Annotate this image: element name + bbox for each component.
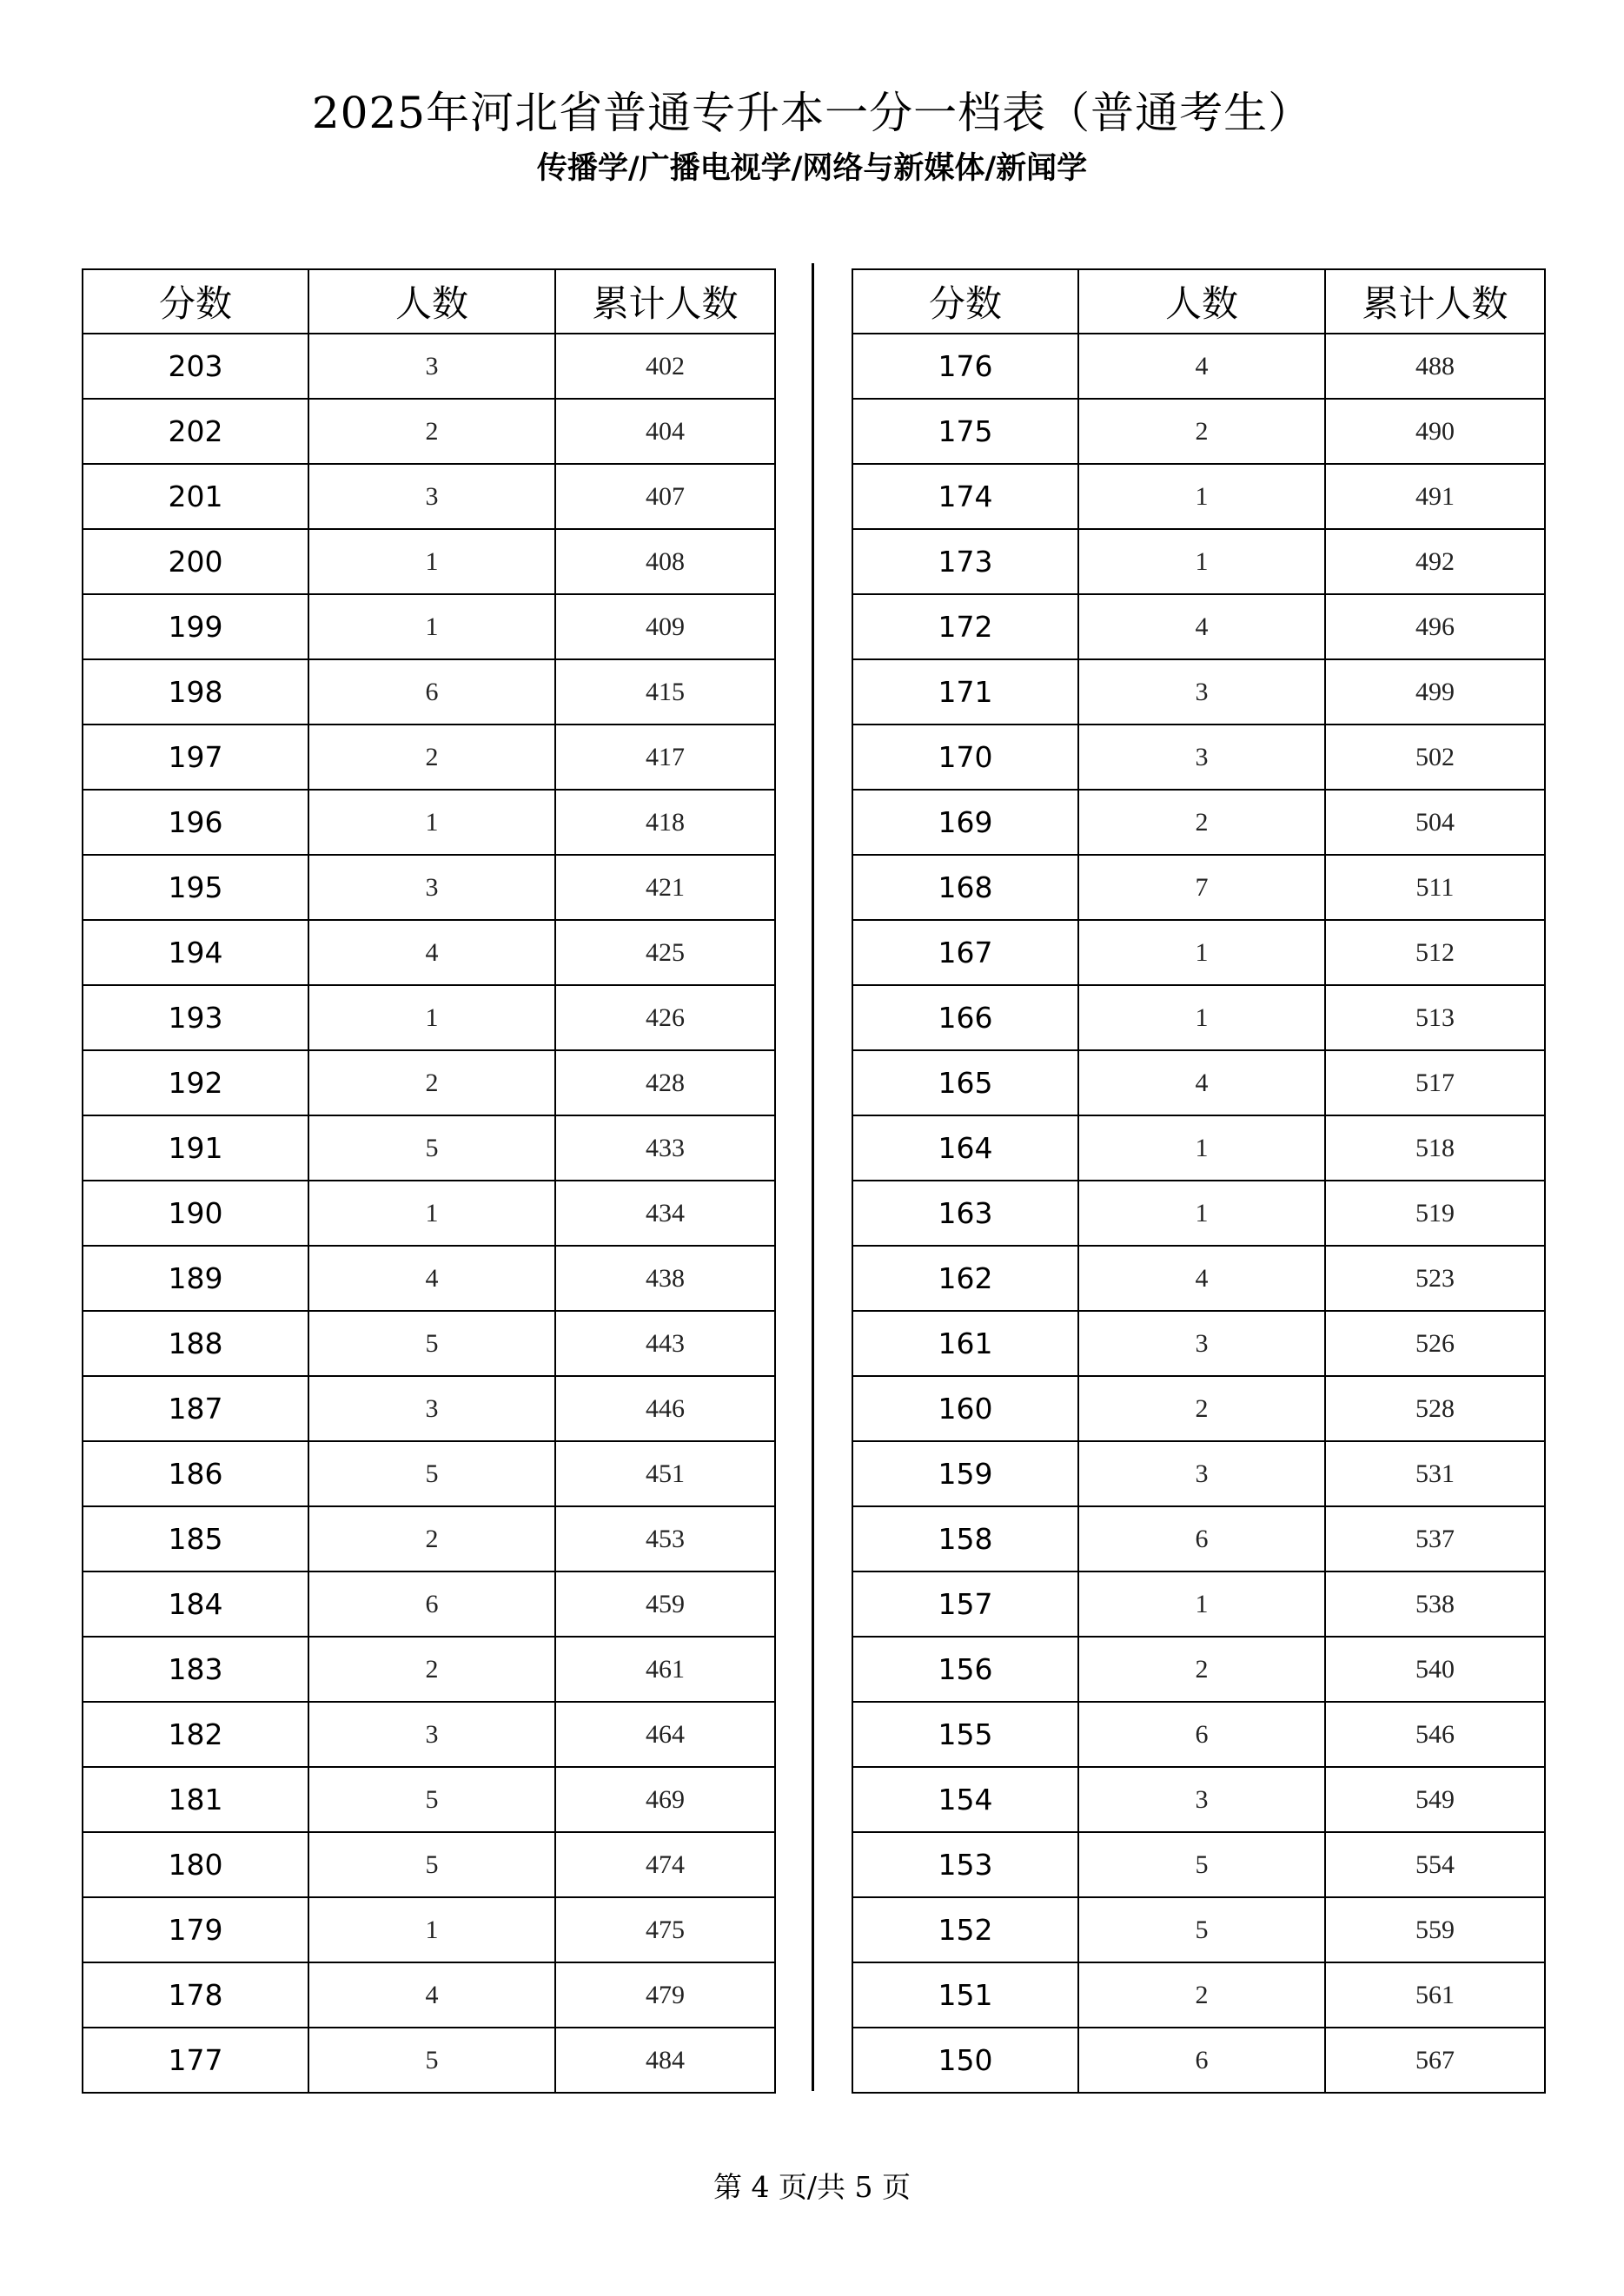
table-row <box>83 920 775 985</box>
table-row <box>852 1637 1545 1702</box>
table-row <box>83 2028 775 2093</box>
cum-cell: 415 <box>555 659 775 725</box>
score-table-left <box>82 268 776 2094</box>
count-cell: 5 <box>1078 1897 1325 1962</box>
cum-cell: 490 <box>1325 399 1545 464</box>
score-cell: 199 <box>83 594 308 659</box>
score-cell: 161 <box>852 1311 1078 1376</box>
table-row <box>852 1832 1545 1897</box>
page-subtitle: 传播学/广播电视学/网络与新媒体/新闻学 <box>536 151 1088 186</box>
count-cell: 1 <box>308 985 555 1050</box>
count-cell: 3 <box>1078 1767 1325 1832</box>
table-row <box>852 594 1545 659</box>
score-cell: 189 <box>83 1246 308 1311</box>
count-cell: 5 <box>308 2028 555 2093</box>
cum-cell: 461 <box>555 1637 775 1702</box>
score-cell: 183 <box>83 1637 308 1702</box>
count-cell: 4 <box>1078 594 1325 659</box>
cum-cell: 491 <box>1325 464 1545 529</box>
score-cell: 175 <box>852 399 1078 464</box>
count-cell: 5 <box>308 1767 555 1832</box>
table-row <box>83 464 775 529</box>
cum-cell: 475 <box>555 1897 775 1962</box>
cum-cell: 453 <box>555 1506 775 1571</box>
cum-cell: 425 <box>555 920 775 985</box>
table-row <box>852 1246 1545 1311</box>
count-cell: 3 <box>1078 1441 1325 1506</box>
count-cell: 1 <box>1078 1571 1325 1637</box>
score-cell: 165 <box>852 1050 1078 1115</box>
table-row <box>83 1246 775 1311</box>
score-cell: 177 <box>83 2028 308 2093</box>
score-cell: 198 <box>83 659 308 725</box>
count-cell: 5 <box>308 1832 555 1897</box>
table-row <box>83 1637 775 1702</box>
score-cell: 187 <box>83 1376 308 1441</box>
column-header-count: 人数 <box>1078 269 1325 334</box>
cum-cell: 531 <box>1325 1441 1545 1506</box>
table-row <box>83 1050 775 1115</box>
table-row <box>852 1181 1545 1246</box>
count-cell: 1 <box>1078 529 1325 594</box>
score-cell: 155 <box>852 1702 1078 1767</box>
table-row <box>852 1376 1545 1441</box>
score-cell: 169 <box>852 790 1078 855</box>
score-cell: 174 <box>852 464 1078 529</box>
count-cell: 1 <box>1078 1181 1325 1246</box>
cum-cell: 567 <box>1325 2028 1545 2093</box>
cum-cell: 469 <box>555 1767 775 1832</box>
count-cell: 4 <box>308 1246 555 1311</box>
count-cell: 2 <box>1078 1637 1325 1702</box>
table-row <box>852 1571 1545 1637</box>
score-cell: 184 <box>83 1571 308 1637</box>
table-row <box>852 1702 1545 1767</box>
count-cell: 2 <box>308 399 555 464</box>
score-cell: 193 <box>83 985 308 1050</box>
cum-cell: 518 <box>1325 1115 1545 1181</box>
table-row <box>83 1832 775 1897</box>
cum-cell: 559 <box>1325 1897 1545 1962</box>
table-row <box>852 1897 1545 1962</box>
score-cell: 158 <box>852 1506 1078 1571</box>
cum-cell: 459 <box>555 1571 775 1637</box>
cum-cell: 538 <box>1325 1571 1545 1637</box>
table-row <box>852 464 1545 529</box>
score-cell: 172 <box>852 594 1078 659</box>
count-cell: 2 <box>308 1050 555 1115</box>
table-row <box>852 1441 1545 1506</box>
table-row <box>83 594 775 659</box>
column-header-count: 人数 <box>308 269 555 334</box>
cum-cell: 479 <box>555 1962 775 2028</box>
cum-cell: 504 <box>1325 790 1545 855</box>
score-cell: 196 <box>83 790 308 855</box>
score-cell: 197 <box>83 725 308 790</box>
cum-cell: 537 <box>1325 1506 1545 1571</box>
score-cell: 179 <box>83 1897 308 1962</box>
count-cell: 1 <box>308 594 555 659</box>
table-row <box>83 1181 775 1246</box>
count-cell: 1 <box>308 1897 555 1962</box>
count-cell: 1 <box>308 790 555 855</box>
table-row <box>852 985 1545 1050</box>
table-row <box>83 1767 775 1832</box>
table-row <box>83 529 775 594</box>
cum-cell: 554 <box>1325 1832 1545 1897</box>
table-row <box>852 1050 1545 1115</box>
table-row <box>83 790 775 855</box>
score-cell: 171 <box>852 659 1078 725</box>
count-cell: 7 <box>1078 855 1325 920</box>
table-row <box>83 1702 775 1767</box>
score-cell: 150 <box>852 2028 1078 2093</box>
score-table-right <box>852 268 1546 2094</box>
count-cell: 2 <box>1078 1962 1325 2028</box>
score-cell: 195 <box>83 855 308 920</box>
table-row <box>852 659 1545 725</box>
score-cell: 202 <box>83 399 308 464</box>
count-cell: 3 <box>308 1702 555 1767</box>
table-row <box>83 855 775 920</box>
table-row <box>83 1571 775 1637</box>
score-cell: 164 <box>852 1115 1078 1181</box>
table-row <box>852 334 1545 399</box>
count-cell: 1 <box>1078 985 1325 1050</box>
table-header-row <box>83 269 775 334</box>
count-cell: 2 <box>308 1506 555 1571</box>
table-row <box>852 1767 1545 1832</box>
cum-cell: 517 <box>1325 1050 1545 1115</box>
score-cell: 166 <box>852 985 1078 1050</box>
score-cell: 160 <box>852 1376 1078 1441</box>
count-cell: 2 <box>308 1637 555 1702</box>
score-cell: 181 <box>83 1767 308 1832</box>
score-cell: 170 <box>852 725 1078 790</box>
count-cell: 6 <box>1078 2028 1325 2093</box>
count-cell: 6 <box>308 1571 555 1637</box>
column-header-cumulative: 累计人数 <box>1325 269 1545 334</box>
cum-cell: 523 <box>1325 1246 1545 1311</box>
table-row <box>852 1311 1545 1376</box>
table-row <box>83 659 775 725</box>
score-cell: 152 <box>852 1897 1078 1962</box>
cum-cell: 496 <box>1325 594 1545 659</box>
table-row <box>852 725 1545 790</box>
table-row <box>852 855 1545 920</box>
score-cell: 154 <box>852 1767 1078 1832</box>
table-row <box>83 1376 775 1441</box>
page-number: 第 4 页/共 5 页 <box>713 2170 911 2204</box>
cum-cell: 433 <box>555 1115 775 1181</box>
score-cell: 163 <box>852 1181 1078 1246</box>
column-header-score: 分数 <box>852 269 1078 334</box>
column-divider <box>812 263 814 2091</box>
score-cell: 200 <box>83 529 308 594</box>
cum-cell: 418 <box>555 790 775 855</box>
count-cell: 3 <box>308 1376 555 1441</box>
table-row <box>83 1962 775 2028</box>
cum-cell: 502 <box>1325 725 1545 790</box>
table-row <box>852 399 1545 464</box>
cum-cell: 402 <box>555 334 775 399</box>
cum-cell: 526 <box>1325 1311 1545 1376</box>
count-cell: 5 <box>1078 1832 1325 1897</box>
cum-cell: 492 <box>1325 529 1545 594</box>
score-cell: 182 <box>83 1702 308 1767</box>
count-cell: 3 <box>308 855 555 920</box>
table-row <box>83 1506 775 1571</box>
cum-cell: 488 <box>1325 334 1545 399</box>
cum-cell: 446 <box>555 1376 775 1441</box>
cum-cell: 408 <box>555 529 775 594</box>
cum-cell: 561 <box>1325 1962 1545 2028</box>
score-cell: 153 <box>852 1832 1078 1897</box>
score-cell: 191 <box>83 1115 308 1181</box>
count-cell: 2 <box>1078 399 1325 464</box>
cum-cell: 438 <box>555 1246 775 1311</box>
count-cell: 2 <box>308 725 555 790</box>
score-cell: 180 <box>83 1832 308 1897</box>
score-cell: 157 <box>852 1571 1078 1637</box>
count-cell: 2 <box>1078 790 1325 855</box>
score-cell: 168 <box>852 855 1078 920</box>
count-cell: 5 <box>308 1115 555 1181</box>
count-cell: 3 <box>308 334 555 399</box>
cum-cell: 451 <box>555 1441 775 1506</box>
table-row <box>83 399 775 464</box>
count-cell: 3 <box>1078 725 1325 790</box>
count-cell: 2 <box>1078 1376 1325 1441</box>
count-cell: 3 <box>308 464 555 529</box>
cum-cell: 528 <box>1325 1376 1545 1441</box>
score-cell: 178 <box>83 1962 308 2028</box>
count-cell: 1 <box>1078 1115 1325 1181</box>
score-cell: 192 <box>83 1050 308 1115</box>
cum-cell: 474 <box>555 1832 775 1897</box>
table-row <box>852 529 1545 594</box>
score-cell: 173 <box>852 529 1078 594</box>
score-cell: 190 <box>83 1181 308 1246</box>
table-header-row <box>852 269 1545 334</box>
score-cell: 167 <box>852 920 1078 985</box>
table-row <box>83 1311 775 1376</box>
score-cell: 176 <box>852 334 1078 399</box>
cum-cell: 426 <box>555 985 775 1050</box>
cum-cell: 421 <box>555 855 775 920</box>
score-cell: 151 <box>852 1962 1078 2028</box>
count-cell: 4 <box>1078 334 1325 399</box>
cum-cell: 540 <box>1325 1637 1545 1702</box>
cum-cell: 443 <box>555 1311 775 1376</box>
cum-cell: 464 <box>555 1702 775 1767</box>
count-cell: 4 <box>1078 1050 1325 1115</box>
count-cell: 1 <box>308 529 555 594</box>
score-cell: 162 <box>852 1246 1078 1311</box>
cum-cell: 512 <box>1325 920 1545 985</box>
count-cell: 5 <box>308 1311 555 1376</box>
count-cell: 4 <box>308 1962 555 2028</box>
table-row <box>83 1441 775 1506</box>
count-cell: 4 <box>1078 1246 1325 1311</box>
count-cell: 3 <box>1078 659 1325 725</box>
table-row <box>852 2028 1545 2093</box>
cum-cell: 484 <box>555 2028 775 2093</box>
count-cell: 6 <box>1078 1702 1325 1767</box>
score-cell: 159 <box>852 1441 1078 1506</box>
count-cell: 6 <box>1078 1506 1325 1571</box>
score-cell: 188 <box>83 1311 308 1376</box>
score-cell: 194 <box>83 920 308 985</box>
table-row <box>83 1897 775 1962</box>
score-cell: 203 <box>83 334 308 399</box>
table-row <box>83 985 775 1050</box>
table-row <box>83 1115 775 1181</box>
cum-cell: 519 <box>1325 1181 1545 1246</box>
score-cell: 201 <box>83 464 308 529</box>
table-row <box>852 1115 1545 1181</box>
page-title: 2025年河北省普通专升本一分一档表（普通考生） <box>311 88 1313 138</box>
cum-cell: 407 <box>555 464 775 529</box>
count-cell: 6 <box>308 659 555 725</box>
cum-cell: 549 <box>1325 1767 1545 1832</box>
table-row <box>83 725 775 790</box>
count-cell: 4 <box>308 920 555 985</box>
table-row <box>852 1506 1545 1571</box>
cum-cell: 546 <box>1325 1702 1545 1767</box>
table-row <box>83 334 775 399</box>
count-cell: 3 <box>1078 1311 1325 1376</box>
count-cell: 1 <box>1078 464 1325 529</box>
table-row <box>852 790 1545 855</box>
count-cell: 5 <box>308 1441 555 1506</box>
column-header-score: 分数 <box>83 269 308 334</box>
count-cell: 1 <box>1078 920 1325 985</box>
cum-cell: 404 <box>555 399 775 464</box>
cum-cell: 511 <box>1325 855 1545 920</box>
score-cell: 156 <box>852 1637 1078 1702</box>
cum-cell: 428 <box>555 1050 775 1115</box>
cum-cell: 434 <box>555 1181 775 1246</box>
count-cell: 1 <box>308 1181 555 1246</box>
table-row <box>852 1962 1545 2028</box>
table-row <box>852 920 1545 985</box>
score-cell: 185 <box>83 1506 308 1571</box>
column-header-cumulative: 累计人数 <box>555 269 775 334</box>
score-cell: 186 <box>83 1441 308 1506</box>
cum-cell: 409 <box>555 594 775 659</box>
cum-cell: 499 <box>1325 659 1545 725</box>
cum-cell: 513 <box>1325 985 1545 1050</box>
cum-cell: 417 <box>555 725 775 790</box>
